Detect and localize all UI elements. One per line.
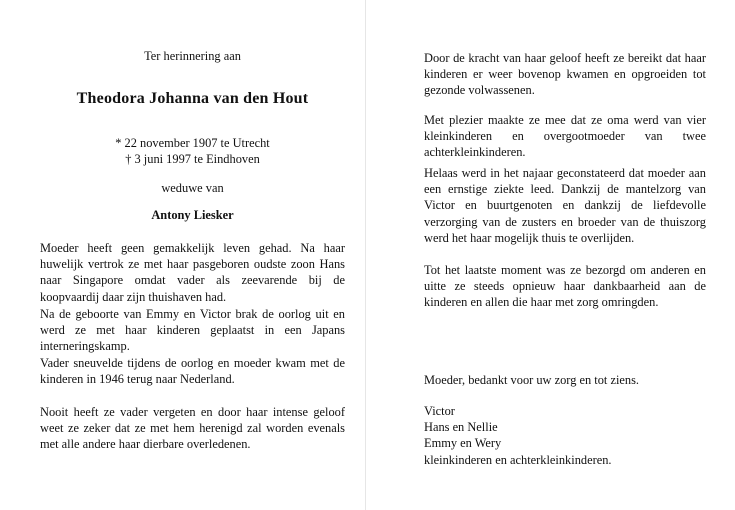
farewell-line: Moeder, bedankt voor uw zorg en tot ziens. xyxy=(424,373,640,387)
husband-name: Antony Liesker xyxy=(151,208,234,222)
signature-grandchildren: kleinkinderen en achterkleinkinderen. xyxy=(424,452,612,467)
deceased-name: Theodora Johanna van den Hout xyxy=(76,90,309,107)
birth-line: * 22 november 1907 te Utrecht xyxy=(115,136,270,150)
right-paragraph-1: Door de kracht van haar geloof heeft ze bereikt dat haar kinderen er weer bovenop kwamen en opgroeiden tot gezonde volwassenen. xyxy=(424,51,706,98)
death-line: † 3 juni 1997 te Eindhoven xyxy=(125,152,260,166)
left-paragraph-3: Vader sneuvelde tijdens de oorlog en moeder kwam met de kinderen in 1946 terug naar Nederland. xyxy=(40,356,345,387)
left-paragraph-4: Nooit heeft ze vader vergeten en door haar intense geloof weet ze zeker dat ze met hem herenigd zal worden evenals met alle andere haar dierbare overledenen. xyxy=(40,405,345,452)
signature-emmy-wery: Emmy en Wery xyxy=(424,436,502,451)
widow-of-text: weduwe van xyxy=(161,181,224,195)
right-paragraph-2: Met plezier maakte ze mee dat ze oma werd van vier kleinkinderen en overgootmoeder van twee achterkleinkinderen. xyxy=(424,113,706,160)
intro-text: Ter herinnering aan xyxy=(144,49,241,63)
right-paragraph-3: Helaas werd in het najaar geconstateerd dat moeder aan een ernstige ziekte leed. Dankzij de mantelzorg van Victor en buurtgenoten en dankzij de liefdevolle verzorging van de zusters en broeder van de thuiszorg werd het haar mogelijk thuis te overlijden. xyxy=(424,166,706,245)
card-fold-divider xyxy=(365,0,366,510)
signature-victor: Victor xyxy=(424,404,455,418)
signature-list xyxy=(424,403,706,468)
right-paragraph-4: Tot het laatste moment was ze bezorgd om anderen en uitte ze steeds opnieuw haar dankbaarheid aan de kinderen en allen die haar met zorg omringden. xyxy=(424,263,706,310)
left-paragraph-1: Moeder heeft geen gemakkelijk leven gehad. Na haar huwelijk vertrok ze met haar pasgeboren oudste zoon Hans naar Singapore omdat vader als zeevarende bij de koopvaardij daar zijn thuishaven had. xyxy=(40,241,345,304)
left-paragraph-2: Na de geboorte van Emmy en Victor brak de oorlog uit en werd ze met haar kinderen geplaatst in een Japans interneringskamp. xyxy=(40,307,345,354)
signature-hans-nellie: Hans en Nellie xyxy=(424,420,498,435)
